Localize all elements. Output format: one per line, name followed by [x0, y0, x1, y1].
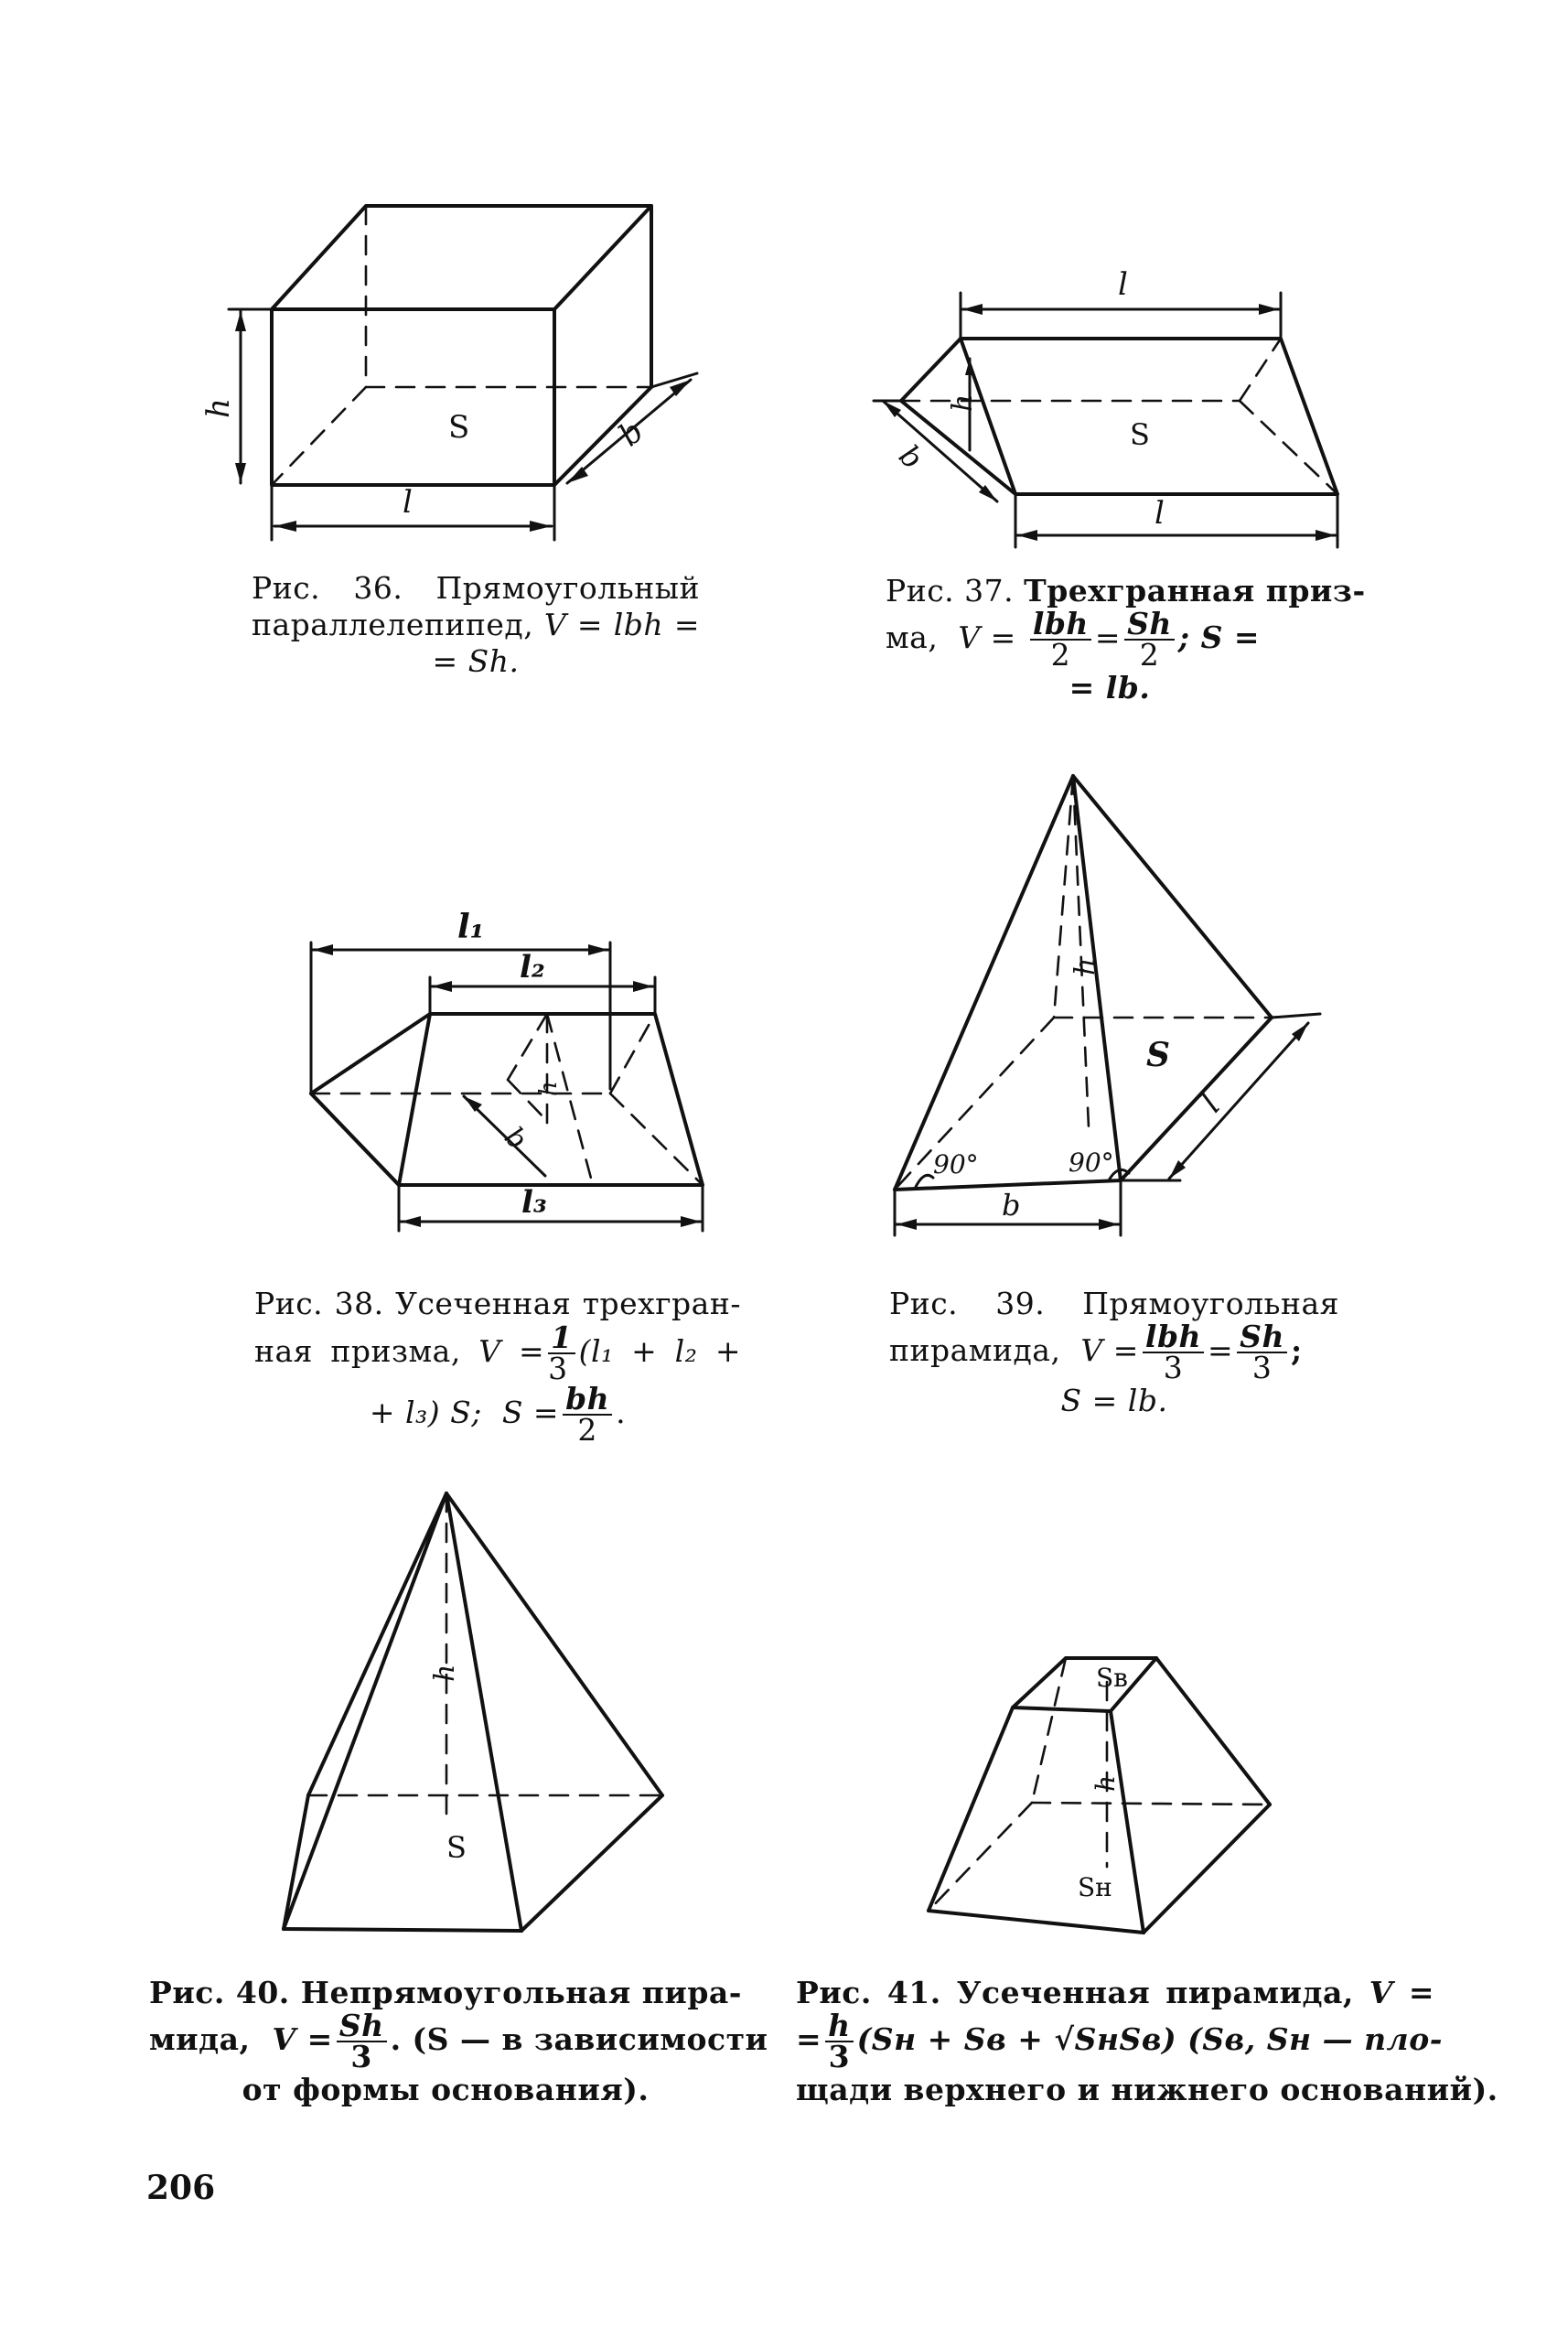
- fig41-top-face: [1013, 1658, 1156, 1711]
- fig36-label-l: l: [403, 484, 413, 521]
- fig41-label-h: h: [1090, 1774, 1121, 1792]
- fig39-caption: Рис. 39. Прямоугольная пирамида, V = $\frac{\text{lbh}}{3}$ = $\frac{Sh}{3}$ ; S = lb.: [889, 1286, 1339, 1418]
- fig37-caption: Рис. 37. Трехгранная приз- ма, V = $\frac{\text{lbh}}{2}$ = $\frac{Sh}{2}$ ; S = = lb.: [886, 573, 1366, 706]
- fig40-label-h: h: [429, 1664, 461, 1682]
- fig37-label-S: S: [1130, 417, 1150, 452]
- fig38-label-l1: l₁: [457, 908, 485, 946]
- fig38-label-h: h: [535, 1081, 563, 1096]
- fig39-label-b: b: [1002, 1188, 1021, 1223]
- fig40-caption: Рис. 40. Непрямоугольная пира- мида, V = $\frac{Sh}{3}$ . (S — в зависимости от формы основания).: [149, 1975, 768, 2107]
- fig38-label-b: b: [498, 1121, 533, 1157]
- fig36-label-h: h: [200, 398, 237, 418]
- fig38-label-l3: l₃: [521, 1184, 547, 1221]
- fig37-label-b: b: [892, 437, 930, 477]
- fig41-caption: Рис. 41. Усеченная пирамида, V = = $\frac{h}{3}$ (Sн + Sв + √SнSв) (Sв, Sн — пло- щади верхнего и нижнего оснований).: [796, 1975, 1498, 2107]
- fig37-label-h: h: [947, 393, 979, 412]
- fig39-angle-left: 90°: [933, 1149, 979, 1180]
- fig38-caption: Рис. 38. Усеченная трехгран- ная призма, V = $\frac{1}{3}$ (l₁ + l₂ + + l₃) S; S = $\frac{bh}{2}$ .: [254, 1286, 741, 1448]
- fig36-label-S: S: [448, 409, 470, 446]
- fig37-label-l-bottom: l: [1155, 495, 1165, 532]
- fig39-label-l: l: [1194, 1087, 1229, 1120]
- fig38-label-l2: l₂: [520, 949, 545, 986]
- fig36-caption: Рис. 36. Прямоугольный параллелепипед, V = lbh = = Sh.: [252, 570, 700, 679]
- fig36-label-b: b: [611, 413, 651, 454]
- fig41-label-Sv: Sв: [1096, 1663, 1128, 1693]
- fig39-label-h: h: [1069, 957, 1101, 975]
- fig37-label-l-top: l: [1118, 266, 1128, 303]
- fig39-label-S: S: [1146, 1036, 1170, 1074]
- fig41-label-Sn: Sн: [1078, 1872, 1112, 1902]
- fig40-label-S: S: [446, 1830, 467, 1865]
- fig39-angle-right: 90°: [1069, 1147, 1114, 1178]
- page-number: 206: [146, 2169, 216, 2207]
